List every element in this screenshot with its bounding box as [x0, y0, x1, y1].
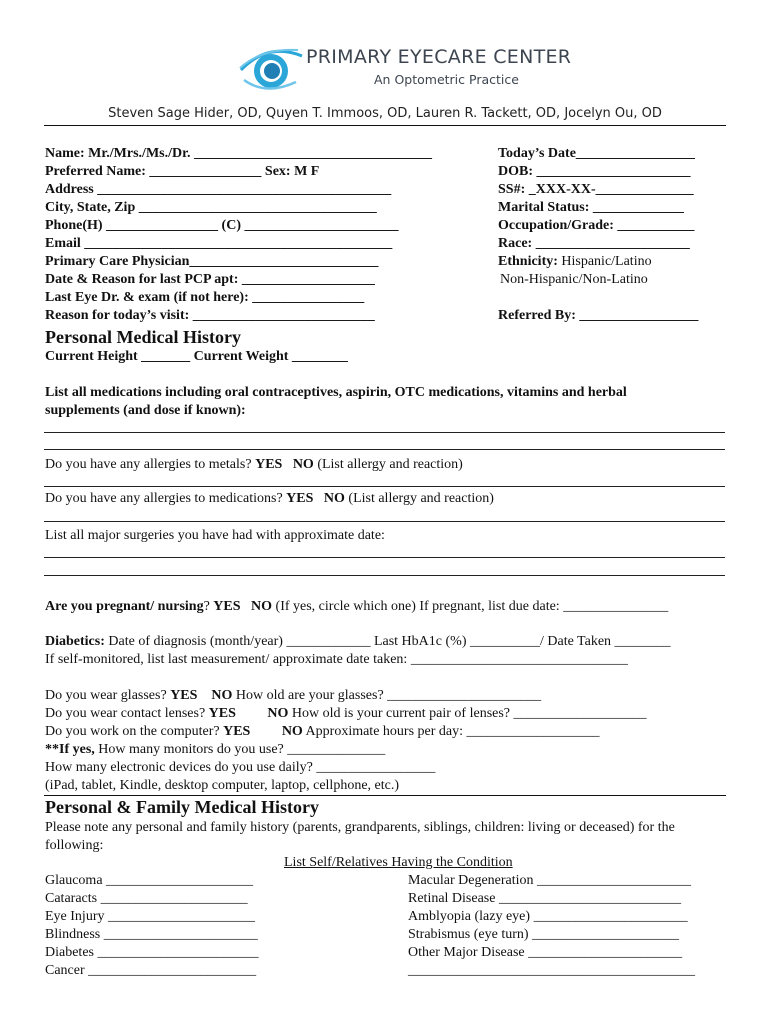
eye-logo-icon — [238, 40, 308, 96]
city-state-zip-field[interactable]: City, State, Zip __________________________________ — [45, 200, 377, 215]
address-field[interactable]: Address __________________________________________ — [45, 182, 392, 197]
marital-status-field[interactable]: Marital Status: _____________ — [498, 200, 684, 215]
pregnant-question[interactable]: Are you pregnant/ nursing? YES NO (If yes, circle which one) If pregnant, list due date: _______________ — [45, 599, 669, 614]
occupation-field[interactable]: Occupation/Grade: ___________ — [498, 218, 695, 233]
glasses-question[interactable]: Do you wear glasses? YES NO How old are your glasses? ______________________ — [45, 688, 542, 703]
medication-allergy-line[interactable] — [44, 521, 725, 522]
doctor-names: Steven Sage Hider, OD, Quyen T. Immoos, OD, Lauren R. Tackett, OD, Jocelyn Ou, OD — [108, 106, 662, 121]
reason-for-visit-field[interactable]: Reason for today’s visit: __________________________ — [45, 308, 375, 323]
medications-prompt-cont: supplements (and dose if known): — [45, 403, 246, 418]
surgeries-prompt: List all major surgeries you have had with approximate date: — [45, 528, 385, 543]
todays-date-field[interactable]: Today’s Date_________________ — [498, 146, 695, 161]
preferred-name-sex-field[interactable]: Preferred Name: ________________ Sex: M F — [45, 164, 320, 179]
cataracts-field[interactable]: Cataracts _____________________ — [45, 891, 248, 906]
contacts-question[interactable]: Do you wear contact lenses? YES NO How old is your current pair of lenses? ___________________ — [45, 706, 647, 721]
glaucoma-field[interactable]: Glaucoma _____________________ — [45, 873, 254, 888]
race-field[interactable]: Race: ______________________ — [498, 236, 690, 251]
cancer-field[interactable]: Cancer ________________________ — [45, 963, 257, 978]
ssn-field[interactable]: SS#: _XXX-XX-______________ — [498, 182, 694, 197]
metal-allergy-line[interactable] — [44, 486, 725, 487]
strabismus-field[interactable]: Strabismus (eye turn) _____________________ — [408, 927, 680, 942]
name-field[interactable]: Name: Mr./Mrs./Ms./Dr. __________________________________ — [45, 146, 433, 161]
eye-injury-field[interactable]: Eye Injury _____________________ — [45, 909, 255, 924]
macular-degeneration-field[interactable]: Macular Degeneration ______________________ — [408, 873, 692, 888]
medications-line[interactable] — [44, 449, 725, 450]
pcp-field[interactable]: Primary Care Physician___________________________ — [45, 254, 379, 269]
self-monitored-field[interactable]: If self-monitored, list last measurement/ approximate date taken: _______________________________ — [45, 652, 628, 667]
devices-question[interactable]: How many electronic devices do you use daily? _________________ — [45, 760, 436, 775]
pfmh-intro: Please note any personal and family history (parents, grandparents, siblings, children: living or deceased) for the — [45, 820, 675, 835]
dob-field[interactable]: DOB: ______________________ — [498, 164, 691, 179]
monitors-question[interactable]: **If yes, How many monitors do you use? ______________ — [45, 742, 386, 757]
last-eye-exam-field[interactable]: Last Eye Dr. & exam (if not here): ________________ — [45, 290, 365, 305]
diabetes-field[interactable]: Diabetes _______________________ — [45, 945, 259, 960]
logo-title: PRIMARY EYECARE CENTER — [306, 46, 572, 68]
practice-logo — [238, 40, 572, 96]
height-weight-field[interactable]: Current Height _______ Current Weight ________ — [45, 349, 348, 364]
retinal-disease-field[interactable]: Retinal Disease __________________________ — [408, 891, 681, 906]
pfmh-heading: Personal & Family Medical History — [45, 797, 319, 817]
logo-subtitle: An Optometric Practice — [374, 72, 519, 87]
medications-prompt: List all medications including oral contraceptives, aspirin, OTC medications, vitamins and herbal — [45, 385, 627, 400]
ethnicity-option-non-hispanic[interactable]: Non-Hispanic/Non-Latino — [500, 272, 648, 287]
header-divider — [44, 125, 726, 126]
blindness-field[interactable]: Blindness ______________________ — [45, 927, 258, 942]
other-major-disease-field[interactable]: Other Major Disease ______________________ — [408, 945, 683, 960]
other-disease-extra-line[interactable]: _________________________________________ — [408, 963, 695, 978]
last-pcp-apt-field[interactable]: Date & Reason for last PCP apt: ___________________ — [45, 272, 375, 287]
surgeries-line[interactable] — [44, 557, 725, 558]
surgeries-line[interactable] — [44, 575, 725, 576]
diabetics-field[interactable]: Diabetics: Date of diagnosis (month/year) ____________ Last HbA1c (%) __________/ Date Taken ________ — [45, 634, 671, 649]
metal-allergy-question[interactable]: Do you have any allergies to metals? YES NO (List allergy and reaction) — [45, 457, 463, 472]
devices-examples: (iPad, tablet, Kindle, desktop computer, laptop, cellphone, etc.) — [45, 778, 400, 793]
ethnicity-field[interactable]: Ethnicity: Hispanic/Latino — [498, 254, 652, 269]
phone-field[interactable]: Phone(H) ________________ (C) ______________________ — [45, 218, 399, 233]
pmh-heading: Personal Medical History — [45, 327, 241, 347]
medications-line[interactable] — [44, 432, 725, 433]
referred-by-field[interactable]: Referred By: _________________ — [498, 308, 699, 323]
section-divider — [44, 795, 726, 796]
condition-list-header: List Self/Relatives Having the Condition — [284, 855, 513, 870]
email-field[interactable]: Email ____________________________________________ — [45, 236, 393, 251]
pfmh-intro-cont: following: — [45, 838, 104, 853]
amblyopia-field[interactable]: Amblyopia (lazy eye) ______________________ — [408, 909, 688, 924]
medication-allergy-question[interactable]: Do you have any allergies to medications? YES NO (List allergy and reaction) — [45, 491, 494, 506]
computer-question[interactable]: Do you work on the computer? YES NO Approximate hours per day: ___________________ — [45, 724, 600, 739]
